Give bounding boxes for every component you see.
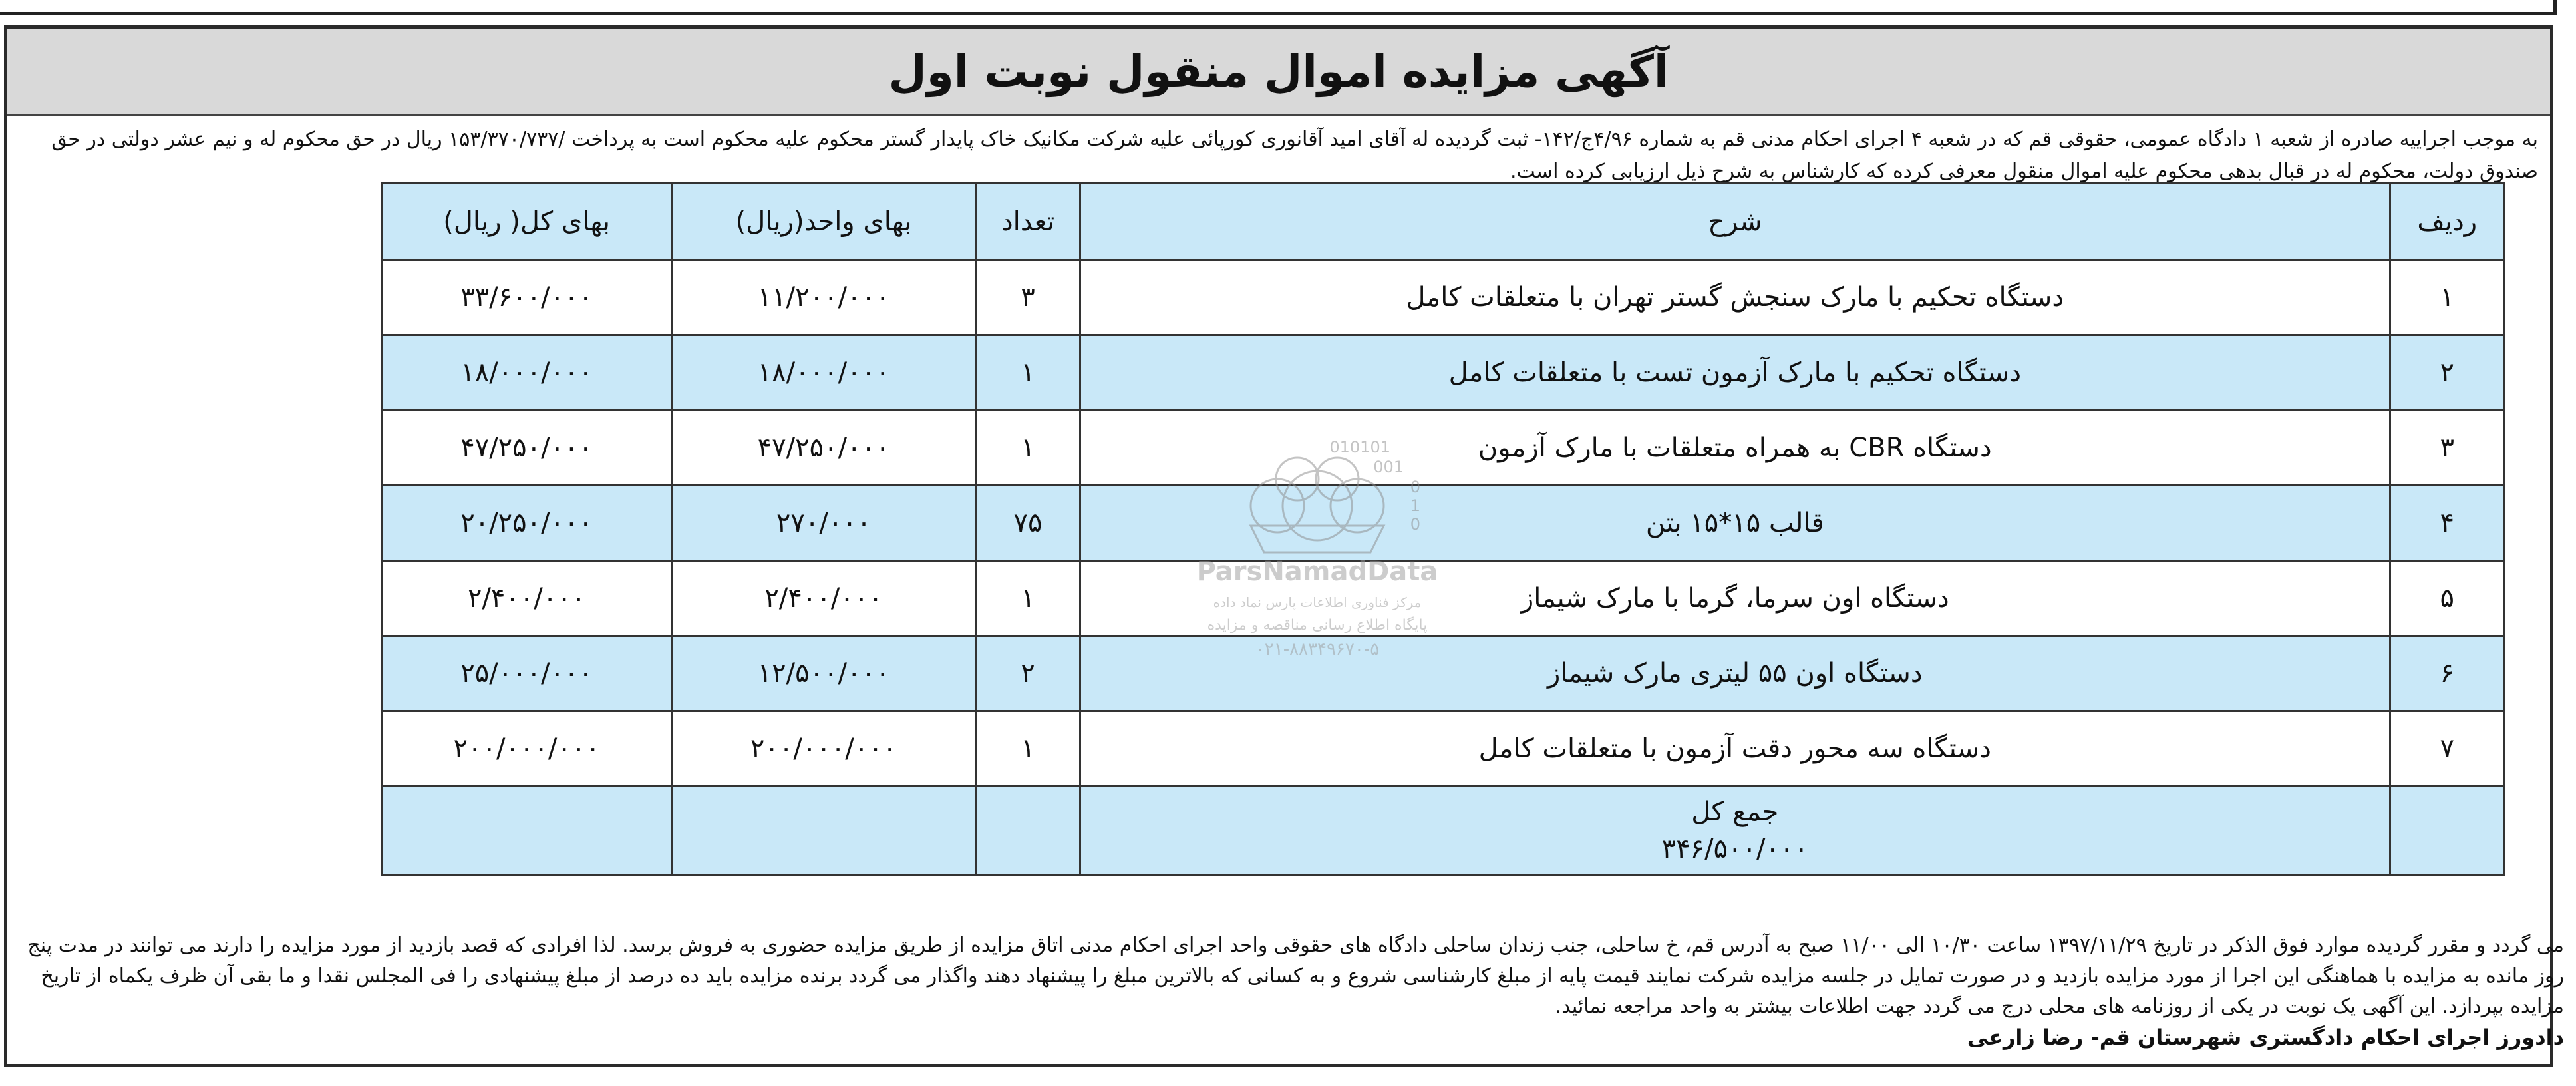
signature: دادورز اجرای احکام دادگستری شهرستان قم- رضا زارعی bbox=[1967, 1025, 2564, 1050]
watermark-phone: ۰۲۱-۸۸۳۴۹۶۷۰-۵ bbox=[1255, 639, 1380, 659]
table-row bbox=[382, 411, 2505, 486]
table-row bbox=[382, 711, 2505, 787]
row-total-price: ۲۵/۰۰۰/۰۰۰ bbox=[382, 636, 672, 711]
watermark-binary-4: 1 bbox=[1410, 496, 1420, 515]
row-total-price: ۱۸/۰۰۰/۰۰۰ bbox=[382, 335, 672, 411]
row-description: دستگاه CBR به همراه متعلقات با مارک آزمون bbox=[1080, 411, 2390, 486]
row-quantity: ۳ bbox=[975, 260, 1080, 335]
row-total-price: ۳۳/۶۰۰/۰۰۰ bbox=[382, 260, 672, 335]
row-unit-price: ۱۱/۲۰۰/۰۰۰ bbox=[672, 260, 976, 335]
title-bar bbox=[7, 29, 2550, 116]
row-number: ۱ bbox=[2390, 260, 2504, 335]
row-description: قالب ۱۵*۱۵ بتن bbox=[1080, 486, 2390, 561]
watermark-binary-2: 001 bbox=[1373, 458, 1404, 476]
row-unit-price: ۲/۴۰۰/۰۰۰ bbox=[672, 561, 976, 636]
row-unit-price: ۱۲/۵۰۰/۰۰۰ bbox=[672, 636, 976, 711]
row-total-price: ۲۰۰/۰۰۰/۰۰۰ bbox=[382, 711, 672, 787]
row-number: ۶ bbox=[2390, 636, 2504, 711]
row-description: دستگاه اون ۵۵ لیتری مارک شیماز bbox=[1080, 636, 2390, 711]
table-row bbox=[382, 486, 2505, 561]
row-total-price: ۴۷/۲۵۰/۰۰۰ bbox=[382, 411, 672, 486]
row-total-price: ۲/۴۰۰/۰۰۰ bbox=[382, 561, 672, 636]
table-row bbox=[382, 335, 2505, 411]
table-row bbox=[382, 260, 2505, 335]
row-unit-price: ۲۷۰/۰۰۰ bbox=[672, 486, 976, 561]
watermark-binary-5: 0 bbox=[1410, 515, 1420, 534]
row-unit-price: ۴۷/۲۵۰/۰۰۰ bbox=[672, 411, 976, 486]
intro-text: به موجب اجراییه صادره از شعبه ۱ دادگاه عمومی، حقوقی قم که در شعبه ۴ اجرای احکام مدنی قم به شماره ۴/۹۶ج/۱۴۲- ثبت گردیده له آقای امید آقانوری کورپائی علیه شرکت مکانیک خاک پایدار گستر محکوم علیه محکوم است به پرداخت /۱۵۳/۳۷۰/۷۳۷ ریال در حق محکوم له و نیم عشر دولتی در حق صندوق دولت، محکوم له در قبال بدهی محکوم علیه اموال منقول معرفی کرده که کارشناس به شرح ذیل ارزیابی کرده است. bbox=[51, 128, 2538, 183]
header-quantity: تعداد bbox=[975, 184, 1080, 260]
row-description: دستگاه تحکیم با مارک آزمون تست با متعلقات کامل bbox=[1080, 335, 2390, 411]
table-row bbox=[382, 561, 2505, 636]
row-unit-price: ۲۰۰/۰۰۰/۰۰۰ bbox=[672, 711, 976, 787]
watermark-line-1: مرکز فناوری اطلاعات پارس نماد داده bbox=[1213, 594, 1422, 610]
table-row bbox=[382, 636, 2505, 711]
header-unit-price: بهای واحد(ریال) bbox=[672, 184, 976, 260]
row-description: دستگاه تحکیم با مارک سنجش گستر تهران با متعلقات کامل bbox=[1080, 260, 2390, 335]
row-quantity: ۷۵ bbox=[975, 486, 1080, 561]
watermark-line-2: پایگاه اطلاع رسانی مناقصه و مزایده bbox=[1207, 617, 1428, 634]
watermark-binary-3: 0 bbox=[1410, 478, 1420, 496]
row-number: ۴ bbox=[2390, 486, 2504, 561]
items-table bbox=[381, 182, 2505, 876]
intro-paragraph bbox=[7, 116, 2550, 188]
total-label: جمع کل bbox=[1691, 797, 1779, 827]
row-quantity: ۱ bbox=[975, 711, 1080, 787]
notice-title: آگهی مزایده اموال منقول نوبت اول bbox=[888, 45, 1669, 97]
watermark-binary: 010101 bbox=[1329, 438, 1390, 456]
header-description: شرح bbox=[1080, 184, 2390, 260]
header-row-number: ردیف bbox=[2390, 184, 2504, 260]
total-empty-cell bbox=[672, 787, 976, 875]
footer-text: می گردد و مقرر گردیده موارد فوق الذکر در تاریخ ۱۳۹۷/۱۱/۲۹ ساعت ۱۰/۳۰ الی ۱۱/۰۰ صبح به آدرس قم، خ ساحلی، جنب زندان ساحلی دادگاه های حقوقی واحد اجرای احکام مدنی اتاق مزایده از طریق مزایده حضوری به فروش برسد. لذا افرادی که قصد بازدید از مورد مزایده را دارند می توانند در مدت پنج روز مانده به مزایده با هماهنگی این اجرا از مورد مزایده بازدید و در صورت تمایل در جلسه مزایده شرکت نمایند قیمت پایه از مبلغ کارشناسی شروع و به کسانی که بالاترین مبلغ را پیشنهاد دهند واگذار می گردد برنده مزایده باید ده درصد از مبلغ پیشنهادی را فی المجلس نقدا و ما بقی آن ظرف یکماه از تاریخ مزایده بپردازد. این آگهی یک نوبت در یکی از روزنامه های محلی درج می گردد جهت اطلاعات بیشتر به واحد مراجعه نمائید. bbox=[27, 934, 2564, 1018]
row-number: ۲ bbox=[2390, 335, 2504, 411]
total-value: ۳۴۶/۵۰۰/۰۰۰ bbox=[1661, 834, 1808, 864]
footer-section bbox=[12, 930, 2564, 1053]
table-header-row bbox=[382, 184, 2505, 260]
total-empty-cell bbox=[382, 787, 672, 875]
total-row bbox=[382, 787, 2505, 875]
row-quantity: ۱ bbox=[975, 561, 1080, 636]
row-description: دستگاه سه محور دقت آزمون با متعلقات کامل bbox=[1080, 711, 2390, 787]
row-unit-price: ۱۸/۰۰۰/۰۰۰ bbox=[672, 335, 976, 411]
row-number: ۵ bbox=[2390, 561, 2504, 636]
row-total-price: ۲۰/۲۵۰/۰۰۰ bbox=[382, 486, 672, 561]
watermark-brand: ParsNamadData bbox=[1196, 556, 1438, 587]
row-quantity: ۲ bbox=[975, 636, 1080, 711]
row-number: ۳ bbox=[2390, 411, 2504, 486]
total-empty-cell bbox=[975, 787, 1080, 875]
total-empty-cell bbox=[2390, 787, 2504, 875]
row-quantity: ۱ bbox=[975, 411, 1080, 486]
row-description: دستگاه اون سرما، گرما با مارک شیماز bbox=[1080, 561, 2390, 636]
top-border-strip bbox=[0, 0, 2557, 15]
row-number: ۷ bbox=[2390, 711, 2504, 787]
row-quantity: ۱ bbox=[975, 335, 1080, 411]
total-cell bbox=[1080, 787, 2390, 875]
header-total-price: بهای کل( ریال) bbox=[382, 184, 672, 260]
